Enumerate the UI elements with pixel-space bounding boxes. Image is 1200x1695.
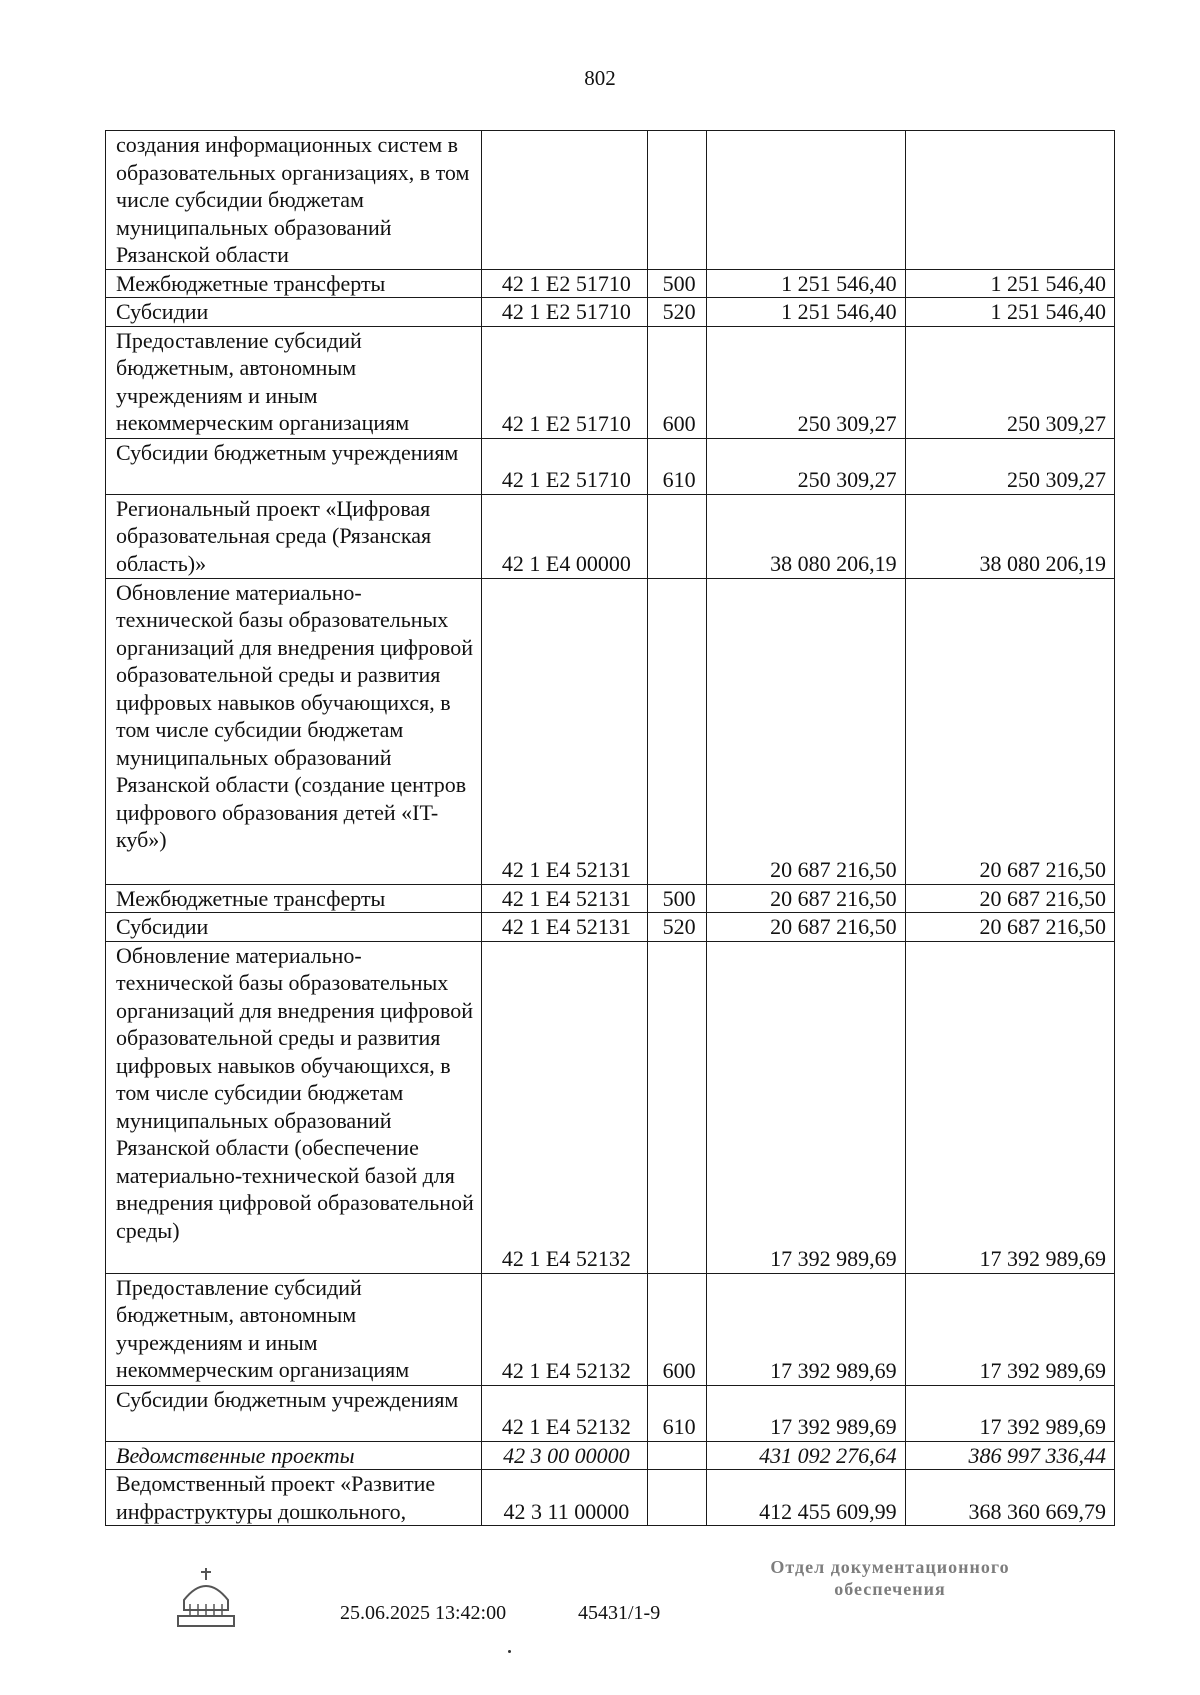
table-row	[106, 1273, 1115, 1385]
row-code: 42 1 E4 00000	[481, 494, 647, 578]
row-amount-2: 38 080 206,19	[905, 494, 1114, 578]
row-amount-1: 250 309,27	[707, 326, 906, 438]
table-row	[106, 326, 1115, 438]
row-code: 42 1 E2 51710	[481, 298, 647, 327]
table-row	[106, 1385, 1115, 1441]
row-type: 600	[648, 1273, 707, 1385]
table-row	[106, 438, 1115, 494]
row-amount-1: 250 309,27	[707, 438, 906, 494]
row-amount-1: 20 687 216,50	[707, 913, 906, 942]
row-amount-2: 386 997 336,44	[905, 1441, 1114, 1470]
stray-dot	[508, 1650, 511, 1653]
row-type	[648, 1470, 707, 1526]
row-code: 42 1 E2 51710	[481, 438, 647, 494]
row-amount-1	[707, 131, 906, 270]
footer-datetime: 25.06.2025 13:42:00	[340, 1602, 507, 1624]
row-amount-2: 20 687 216,50	[905, 884, 1114, 913]
row-amount-1: 20 687 216,50	[707, 884, 906, 913]
row-amount-1: 1 251 546,40	[707, 269, 906, 298]
budget-table	[105, 130, 1115, 1526]
row-type: 520	[648, 298, 707, 327]
row-type: 500	[648, 884, 707, 913]
row-code: 42 1 E4 52132	[481, 941, 647, 1273]
row-amount-2: 20 687 216,50	[905, 578, 1114, 884]
row-type	[648, 131, 707, 270]
row-type: 610	[648, 438, 707, 494]
table-row	[106, 494, 1115, 578]
duma-seal-icon	[170, 1560, 242, 1632]
stamp-line-2: обеспечения	[834, 1579, 946, 1599]
row-amount-2: 1 251 546,40	[905, 269, 1114, 298]
row-name: Субсидии	[106, 913, 482, 942]
page-footer	[0, 1540, 1200, 1640]
row-amount-1: 17 392 989,69	[707, 1273, 906, 1385]
row-type	[648, 1441, 707, 1470]
row-type: 500	[648, 269, 707, 298]
row-name: Предоставление субсидий бюджетным, автономным учреждениям и иным некоммерческим организациям	[106, 1273, 482, 1385]
row-amount-2: 250 309,27	[905, 438, 1114, 494]
table-row	[106, 578, 1115, 884]
row-name: Обновление материально-технической базы образовательных организаций для внедрения цифровой образовательной среды и развития цифровых навыков обучающихся, в том числе субсидии бюджетам муниципальных образований Рязанской области (обеспечение материально-технической базой для внедрения цифровой образовательной среды)	[106, 941, 482, 1273]
stamp-line-1: Отдел документационного	[770, 1557, 1010, 1577]
row-name: Субсидии бюджетным учреждениям	[106, 1385, 482, 1441]
row-amount-1: 17 392 989,69	[707, 1385, 906, 1441]
row-name: Предоставление субсидий бюджетным, автономным учреждениям и иным некоммерческим организациям	[106, 326, 482, 438]
table-row	[106, 913, 1115, 942]
row-amount-1: 17 392 989,69	[707, 941, 906, 1273]
row-code: 42 3 11 00000	[481, 1470, 647, 1526]
table-row	[106, 1470, 1115, 1526]
row-name: Межбюджетные трансферты	[106, 269, 482, 298]
row-name: Межбюджетные трансферты	[106, 884, 482, 913]
row-amount-2: 368 360 669,79	[905, 1470, 1114, 1526]
page-number: 802	[584, 66, 616, 90]
row-amount-2: 1 251 546,40	[905, 298, 1114, 327]
row-code: 42 1 E4 52131	[481, 884, 647, 913]
row-amount-1: 20 687 216,50	[707, 578, 906, 884]
row-type	[648, 494, 707, 578]
row-amount-2: 250 309,27	[905, 326, 1114, 438]
row-amount-2: 17 392 989,69	[905, 1385, 1114, 1441]
row-amount-1: 412 455 609,99	[707, 1470, 906, 1526]
row-name: Субсидии бюджетным учреждениям	[106, 438, 482, 494]
row-type	[648, 578, 707, 884]
row-code	[481, 131, 647, 270]
table-row	[106, 131, 1115, 270]
row-code: 42 1 E2 51710	[481, 269, 647, 298]
row-amount-1: 38 080 206,19	[707, 494, 906, 578]
row-code: 42 1 E4 52131	[481, 578, 647, 884]
row-code: 42 1 E4 52132	[481, 1273, 647, 1385]
row-name: Ведомственные проекты	[106, 1441, 482, 1470]
table-row	[106, 941, 1115, 1273]
row-amount-1: 431 092 276,64	[707, 1441, 906, 1470]
row-code: 42 1 E4 52132	[481, 1385, 647, 1441]
row-type: 520	[648, 913, 707, 942]
row-code: 42 1 E4 52131	[481, 913, 647, 942]
row-amount-2: 17 392 989,69	[905, 1273, 1114, 1385]
row-amount-2	[905, 131, 1114, 270]
row-amount-2: 17 392 989,69	[905, 941, 1114, 1273]
row-name: Региональный проект «Цифровая образовательная среда (Рязанская область)»	[106, 494, 482, 578]
footer-doc-number: 45431/1-9	[578, 1602, 661, 1624]
row-type: 600	[648, 326, 707, 438]
table-row	[106, 269, 1115, 298]
row-name: Ведомственный проект «Развитие инфраструктуры дошкольного,	[106, 1470, 482, 1526]
row-amount-2: 20 687 216,50	[905, 913, 1114, 942]
row-amount-1: 1 251 546,40	[707, 298, 906, 327]
table-row	[106, 1441, 1115, 1470]
row-name: Субсидии	[106, 298, 482, 327]
table-row	[106, 298, 1115, 327]
row-code: 42 3 00 00000	[481, 1441, 647, 1470]
row-type: 610	[648, 1385, 707, 1441]
department-stamp	[740, 1556, 1040, 1600]
row-name: Обновление материально-технической базы образовательных организаций для внедрения цифровой образовательной среды и развития цифровых навыков обучающихся, в том числе субсидии бюджетам муниципальных образований Рязанской области (создание центров цифрового образования детей «IT-куб»)	[106, 578, 482, 884]
row-type	[648, 941, 707, 1273]
row-name: создания информационных систем в образовательных организациях, в том числе субсидии бюджетам муниципальных образований Рязанской области	[106, 131, 482, 270]
row-code: 42 1 E2 51710	[481, 326, 647, 438]
table-row	[106, 884, 1115, 913]
